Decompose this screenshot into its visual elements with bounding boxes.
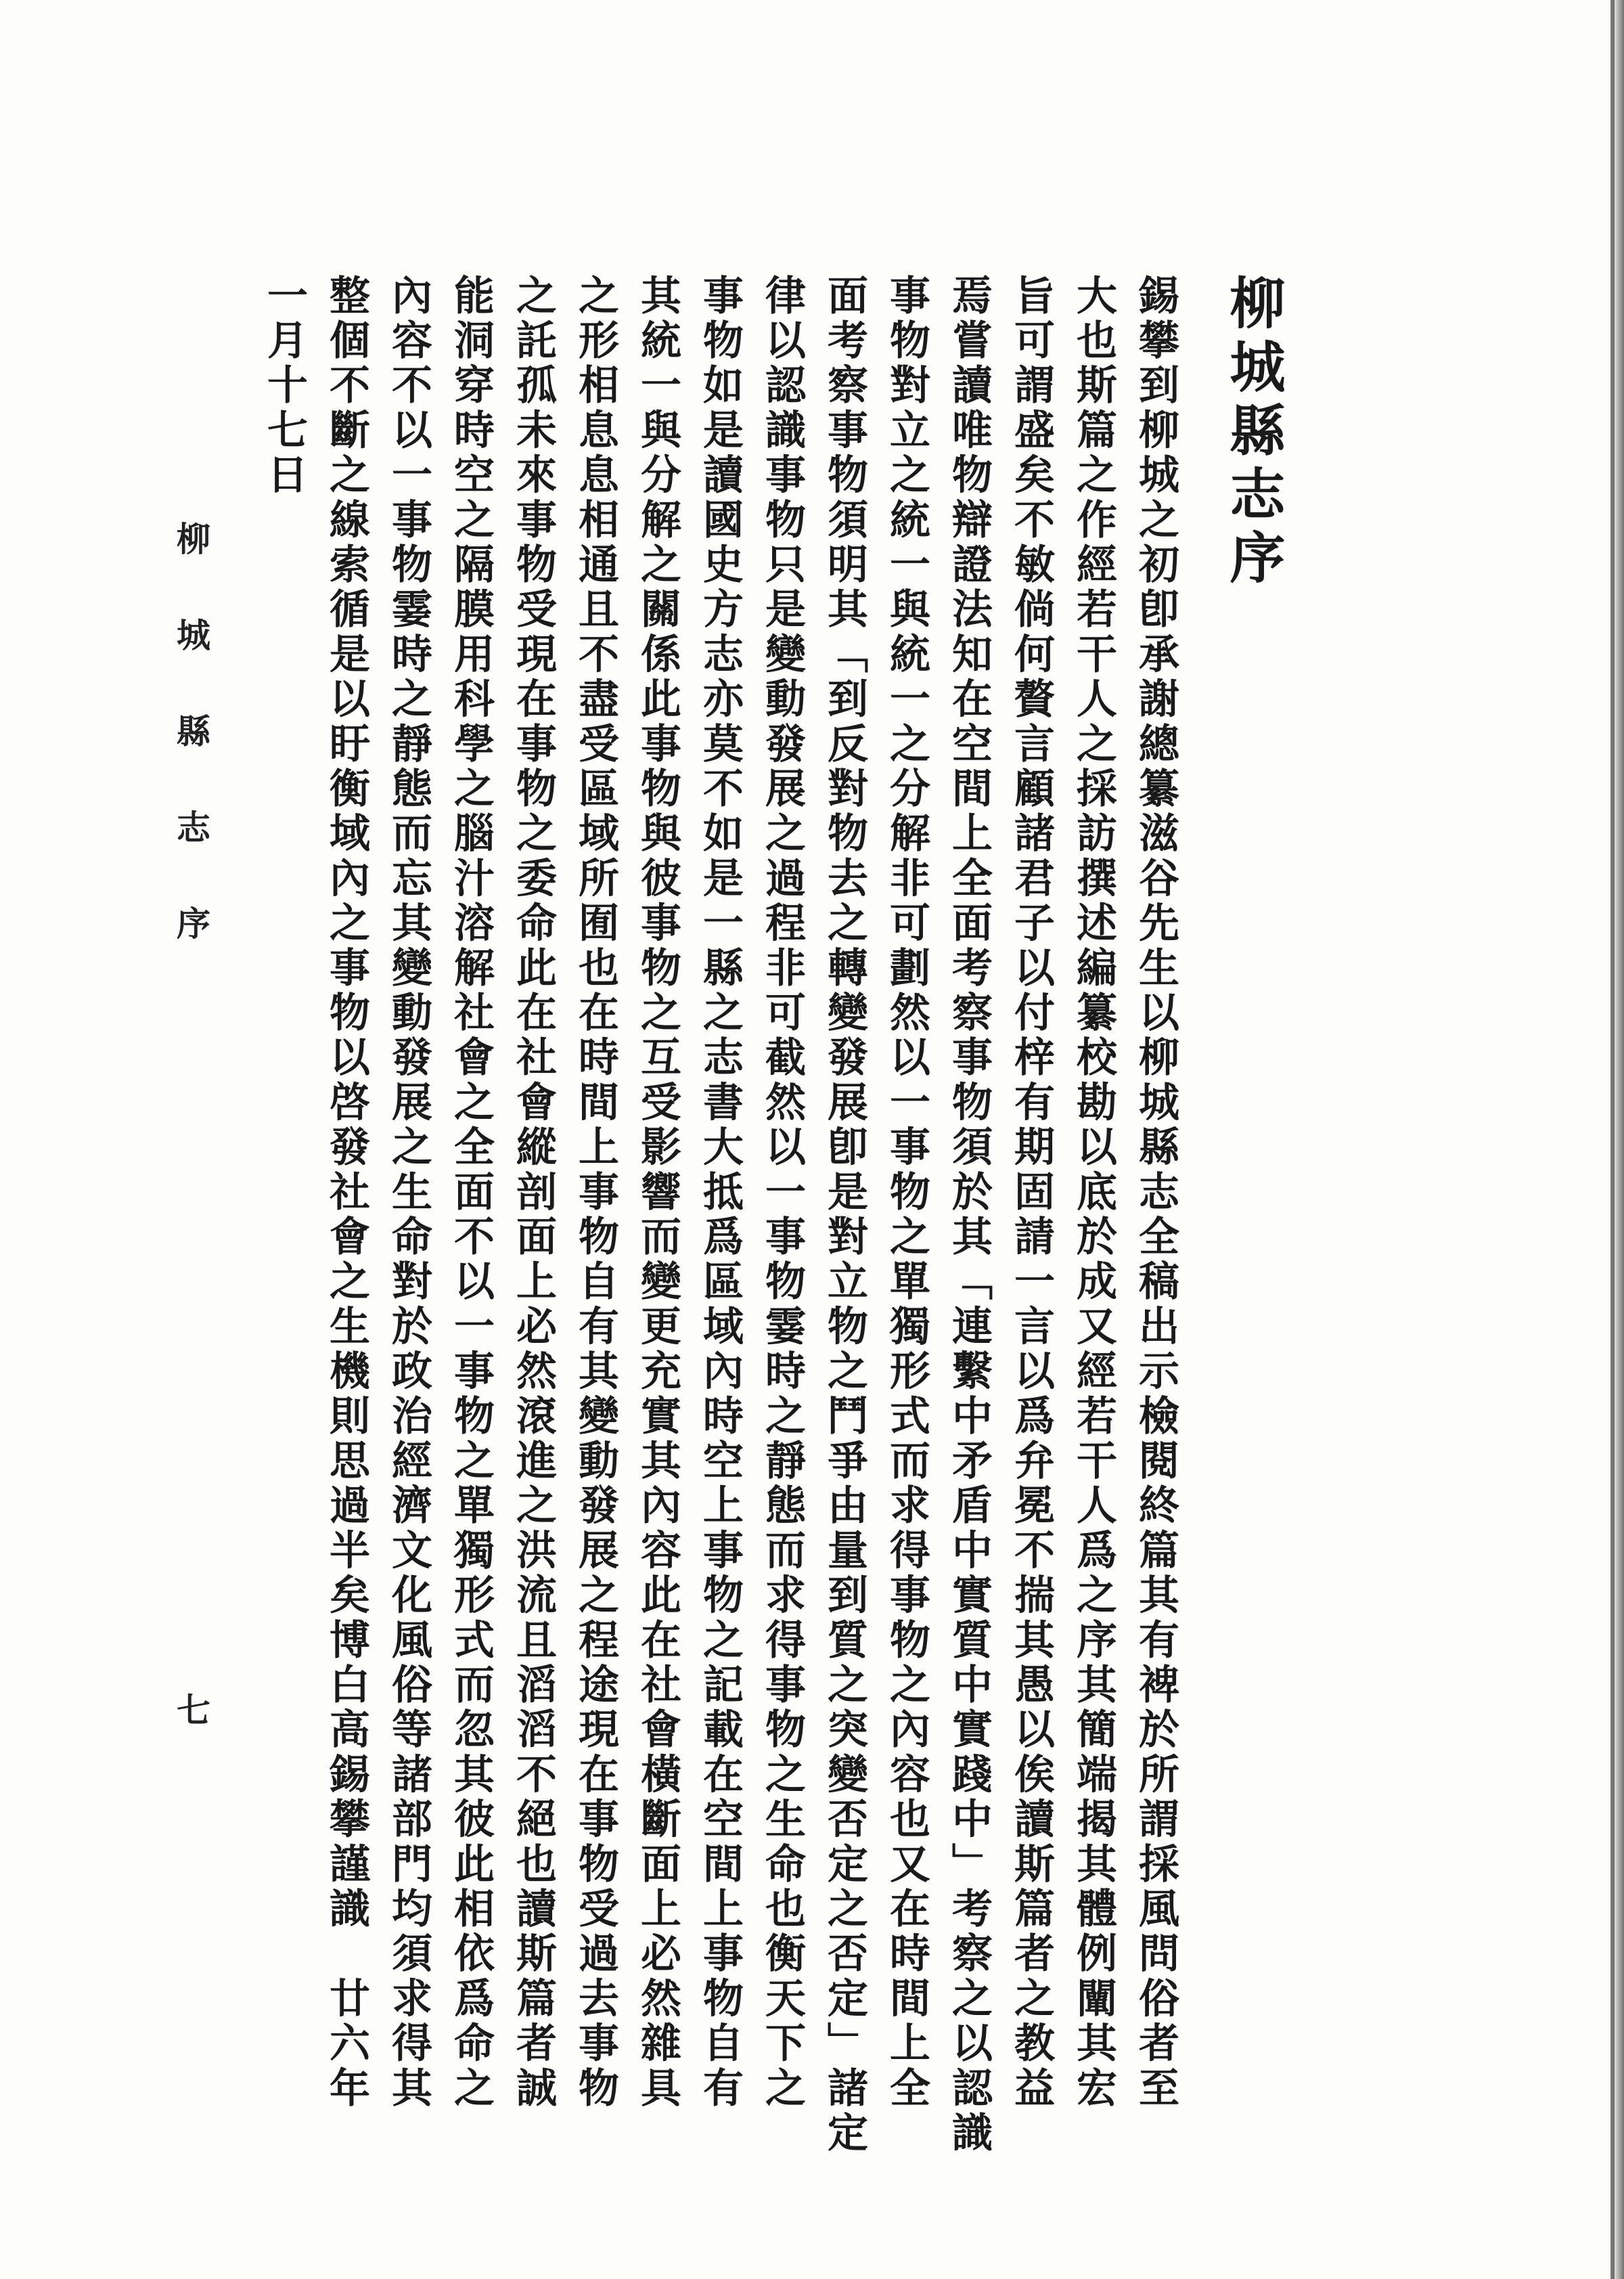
body-line: 焉嘗讀唯物辯證法知在空間上全面考察事物須於其「連繫中矛盾中實質中實踐中」考察之以認識 — [945, 274, 993, 2156]
body-line: 能洞穿時空之隔膜用科學之腦汁溶解社會之全面不以一事物之單獨形式而忽其彼此相依爲命之 — [447, 274, 495, 2112]
body-line: 事物如是讀國史方志亦莫不如是一縣之志書大抵爲區域內時空上事物之記載在空間上事物自有 — [696, 274, 744, 2112]
body-line: 事物對立之統一與統一之分解非可劃然以一事物之單獨形式而求得事物之內容也又在時間上全 — [883, 274, 930, 2112]
body-line: 整個不斷之線索循是以盱衡域內之事物以啓發社會之生機則思過半矣博白高錫攀謹識 廿六年 — [323, 274, 370, 2112]
body-line: 旨可謂盛矣不敏倘何贅言顧諸君子以付梓有期固請一言以爲弁冕不揣其愚以俟讀斯篇者之教益 — [1008, 274, 1055, 2112]
date-line: 一月十七日 — [261, 274, 308, 498]
body-line: 其統一與分解之關係此事物與彼事物之互受影響而變更充實其內容此在社會橫斷面上必然雜具 — [634, 274, 681, 2112]
body-line: 之形相息息相通且不盡受區域所囿也在時間上事物自有其變動發展之程途現在事物受過去事物 — [572, 274, 619, 2112]
body-line: 大也斯篇之作經若干人之採訪撰述編纂校勘以底於成又經若干人爲之序其簡端揭其體例闡其宏 — [1070, 274, 1117, 2112]
body-line: 面考察事物須明其「到反對物去之轉變發展卽是對立物之鬥爭由量到質之突變否定之否定」諸定 — [821, 274, 868, 2156]
body-line: 內容不以一事物霎時之靜態而忘其變動發展之生命對於政治經濟文化風俗等諸部門均須求得其 — [385, 274, 432, 2112]
body-line: 錫攀到柳城之初卽承謝總纂滋谷先生以柳城縣志全稿出示檢閱終篇其有裨於所謂採風問俗者至 — [1132, 274, 1179, 2112]
body-line: 律以認識事物只是變動發展之過程非可截然以一事物霎時之靜態而求得事物之生命也衡天下之 — [759, 274, 806, 2112]
scan-edge-line — [1610, 0, 1615, 2279]
running-header: 柳城縣志序 — [171, 521, 211, 1002]
body-line: 之託孤未來事物受現在事物之委命此在社會縱剖面上必然滾進之洪流且滔滔不絕也讀斯篇者誠 — [510, 274, 557, 2112]
preface-text-block — [261, 274, 1286, 2156]
page-title: 柳城縣志序 — [1221, 274, 1286, 592]
page-number: 七 — [171, 1692, 211, 1726]
